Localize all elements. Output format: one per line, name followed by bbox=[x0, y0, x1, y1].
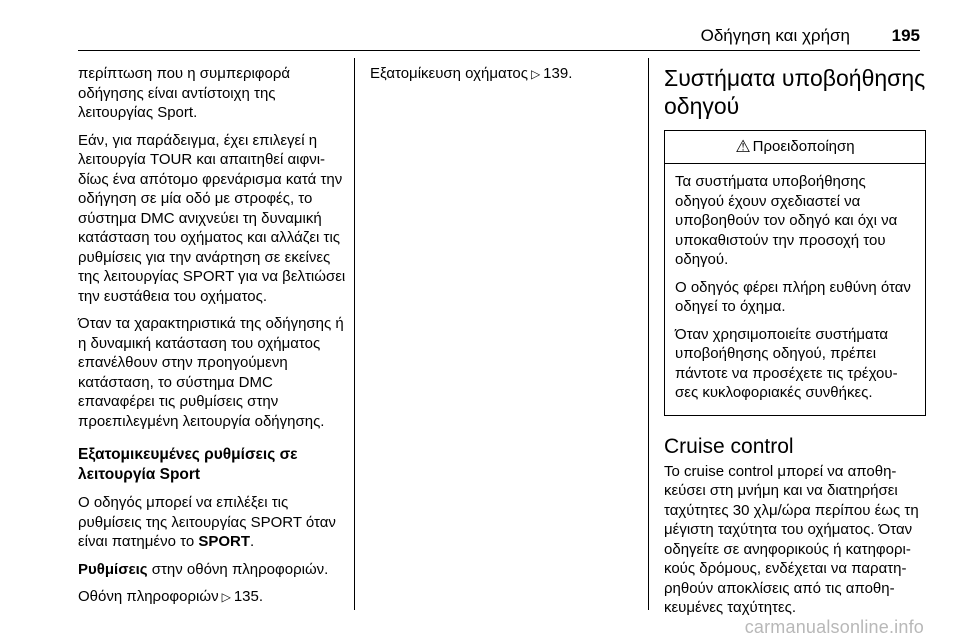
text: στην οθόνη πληροφοριών. bbox=[147, 560, 329, 578]
warning-header bbox=[665, 131, 925, 164]
header-rule bbox=[78, 50, 920, 51]
bold-term: SPORT bbox=[198, 533, 251, 550]
paragraph: Εάν, για παράδειγμα, έχει επιλεγεί η λειτουργία TOUR και απαιτηθεί αιφνιδίως ένα απότομο φρενάρισμα κατά την οδήγηση σε μία οδό με στροφές, το σύστημα DMC ανιχνεύει τη δυναμική κατάσταση του οχήματος και αλλάζει τις ρυθμίσεις για την ανάρτηση σε εκείνες της λειτουργίας SPORT για να βελτιώσει την ευστάθεια του οχήματος. bbox=[78, 131, 346, 305]
cross-reference[interactable] bbox=[370, 64, 632, 85]
header-title: Οδήγηση και χρήση bbox=[700, 26, 850, 45]
warning-box bbox=[664, 130, 926, 416]
subheading: Εξατομικευμένες ρυθμίσεις σε λειτουργία Sport bbox=[78, 446, 298, 483]
paragraph: περίπτωση που η συμπεριφορά οδήγησης είναι αντίστοιχη της λειτουργίας Sport. bbox=[78, 65, 291, 121]
paragraph: Όταν τα χαρακτηριστικά της οδήγησης ή η δυναμική κατάσταση του οχήματος επανέλθουν στην προηγούμενη κατάσταση, το σύστημα DMC επαναφέρει τις ρυθμίσεις στην προεπιλεγμένη λειτουργία οδήγησης. bbox=[78, 315, 344, 430]
bold-term: Ρυθμίσεις bbox=[78, 560, 148, 578]
warning-body bbox=[665, 164, 925, 415]
column-divider bbox=[354, 58, 355, 610]
paragraph bbox=[78, 560, 350, 580]
page-ref-arrow-icon: ▷ bbox=[530, 67, 541, 81]
paragraph: Ο οδηγός φέρει πλήρη ευθύνη όταν οδηγεί το όχημα. bbox=[675, 278, 911, 315]
section-title: Cruise control bbox=[664, 434, 794, 458]
paragraph bbox=[78, 493, 350, 552]
paragraph: Τα συστήματα υποβοήθησης οδηγού έχουν σχεδιαστεί να υποβοηθούν τον οδηγό και όχι να υποκαθιστούν την προσοχή του οδηγού. bbox=[675, 173, 898, 268]
text: . bbox=[250, 533, 255, 550]
reference-page: 135. bbox=[233, 588, 264, 605]
column-left bbox=[78, 64, 350, 616]
column-right bbox=[664, 64, 926, 626]
reference-text: Εξατομίκευση οχήματος bbox=[370, 65, 528, 82]
warning-triangle-icon: ⚠ bbox=[735, 137, 751, 157]
section-title: Συστήματα υποβοήθησης οδηγού bbox=[664, 65, 926, 119]
page-ref-arrow-icon: ▷ bbox=[221, 590, 231, 604]
reference-text: Οθόνη πληροφοριών bbox=[78, 588, 219, 605]
column-middle bbox=[370, 64, 632, 93]
reference-page: 139. bbox=[543, 65, 573, 82]
watermark: carmanualsonline.info bbox=[744, 617, 924, 637]
text: Ο οδηγός μπορεί να επιλέξει τις ρυθμίσεις της λειτουργίας SPORT όταν είναι πατημένο το bbox=[78, 494, 336, 550]
cross-reference[interactable] bbox=[78, 587, 350, 608]
page-header bbox=[78, 22, 920, 50]
column-divider bbox=[648, 58, 649, 610]
warning-heading: Προειδοποίηση bbox=[752, 138, 855, 156]
paragraph: Το cruise control μπορεί να αποθηκεύσει στη μνήμη και να διατηρήσει ταχύτητες 30 χλμ/ώρα περίπου έως τη μέγιστη ταχύτητα του οχήματος. Όταν οδηγείτε σε ανηφορικούς ή κατηφορικούς δρόμους, ενδέχεται να παρατηρηθούν αποκλίσεις από τις αποθηκευμένες ταχύτητες. bbox=[664, 462, 919, 616]
paragraph: Όταν χρησιμοποιείτε συστήματα υποβοήθησης οδηγού, πρέπει πάντοτε να προσέχετε τις τρέχουσες κυκλοφοριακές συνθήκες. bbox=[675, 325, 898, 401]
page-number: 195 bbox=[891, 26, 920, 45]
